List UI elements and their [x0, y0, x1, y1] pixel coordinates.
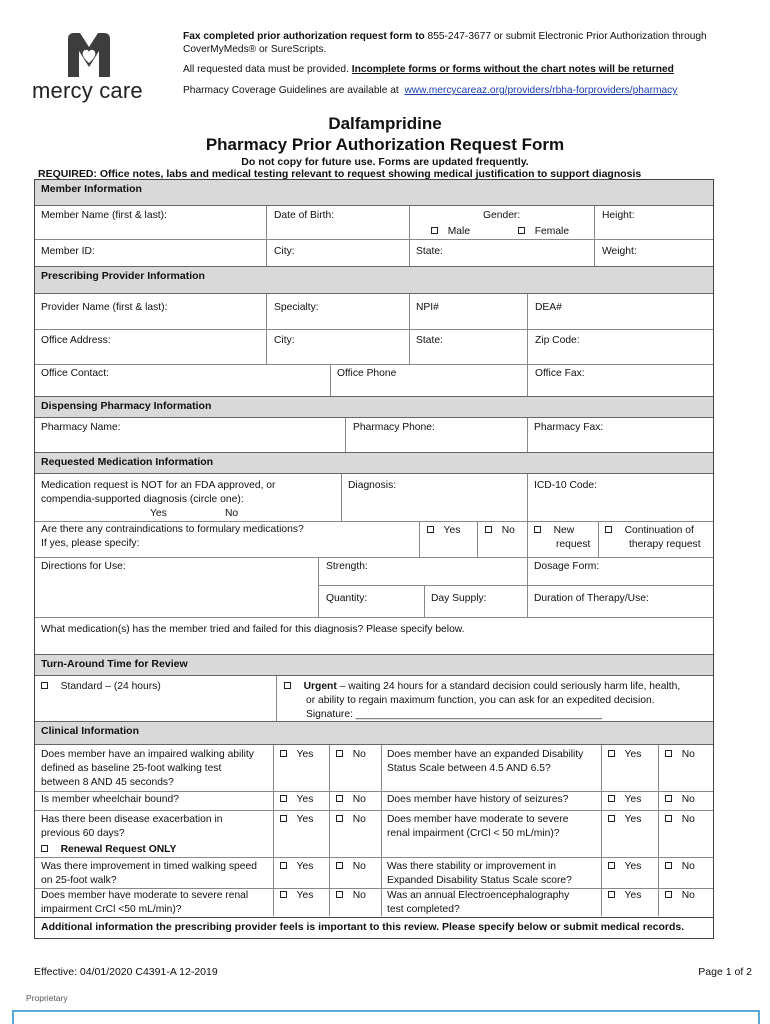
new-request-label: request — [556, 539, 591, 550]
q-walking-improvement: Was there improvement in timed walking speed — [41, 861, 257, 872]
fax-instructions: Fax completed prior authorization request form to 855-247-3677 or submit Electronic Prior Authorization through CoverMyMeds® or SureScripts. — [183, 31, 707, 55]
data-requirement: All requested data must be provided. Incomplete forms or forms without the chart notes will be returned — [183, 64, 674, 75]
q3-no-checkbox[interactable] — [336, 795, 343, 802]
guidelines-link[interactable]: www.mercycareaz.org/providers/rbha-forproviders/pharmacy — [404, 85, 678, 96]
contra-yes-option[interactable]: Yes — [427, 524, 460, 538]
member-name-field[interactable]: Member Name (first & last): — [41, 210, 167, 221]
q2-yes[interactable]: Yes — [608, 748, 641, 762]
npi-field[interactable]: NPI# — [416, 302, 439, 313]
fda-no-option[interactable]: No — [225, 508, 239, 519]
page-number: Page 1 of 2 — [698, 966, 752, 978]
q-renal-impairment-2: renal impairment (CrCl < 50 mL/min)? — [387, 828, 560, 839]
q-wheelchair: Is member wheelchair bound? — [41, 794, 179, 805]
continuation-label: therapy request — [629, 539, 701, 550]
weight-field[interactable]: Weight: — [602, 246, 637, 257]
q10-no[interactable]: No — [665, 889, 695, 903]
header-instructions — [183, 30, 743, 97]
diagnosis-field[interactable]: Diagnosis: — [348, 480, 397, 491]
form-title: Pharmacy Prior Authorization Request Form — [205, 135, 565, 154]
q-edss-stability-2: Expanded Disability Status Scale score? — [387, 875, 572, 886]
q10-yes[interactable]: Yes — [608, 889, 641, 903]
female-checkbox[interactable] — [518, 227, 525, 234]
icd10-field[interactable]: ICD-10 Code: — [534, 480, 597, 491]
q-walking-improvement-2: on 25-foot walk? — [41, 875, 117, 886]
continuation-checkbox[interactable] — [605, 526, 612, 533]
contra-no-checkbox[interactable] — [485, 526, 492, 533]
gender-label: Gender: — [483, 210, 521, 221]
q-edss-stability: Was there stability or improvement in — [387, 861, 557, 872]
required-note: REQUIRED: Office notes, labs and medical testing relevant to request showing medical justification to support diagnosis — [38, 168, 642, 180]
provider-name-field[interactable]: Provider Name (first & last): — [41, 302, 168, 313]
q7-no[interactable]: No — [336, 860, 366, 874]
q7-yes-checkbox[interactable] — [280, 862, 287, 869]
q6-yes-checkbox[interactable] — [608, 815, 615, 822]
pharmacy-section-header: Dispensing Pharmacy Information — [35, 396, 713, 418]
fda-yes-option[interactable]: Yes — [150, 508, 167, 519]
member-id-field[interactable]: Member ID: — [41, 246, 95, 257]
specialty-field[interactable]: Specialty: — [274, 302, 319, 313]
q5-yes-checkbox[interactable] — [280, 815, 287, 822]
q3-yes-checkbox[interactable] — [280, 795, 287, 802]
office-address-field[interactable]: Office Address: — [41, 335, 111, 346]
q3-no[interactable]: No — [336, 793, 366, 807]
fda-question-cont: compendia-supported diagnosis (circle one): — [41, 494, 244, 505]
member-city-field[interactable]: City: — [274, 246, 295, 257]
q8-yes[interactable]: Yes — [608, 860, 641, 874]
signature-field[interactable]: Signature: ___________________________________________ — [306, 709, 603, 720]
guidelines-line: Pharmacy Coverage Guidelines are available at www.mercycareaz.org/providers/rbha-forproviders/pharmacy — [183, 85, 678, 96]
q-seizures: Does member have history of seizures? — [387, 794, 569, 805]
brand-name: mercy care — [32, 78, 143, 103]
gender-male-option[interactable]: Male — [431, 225, 470, 239]
copy-note: Do not copy for future use. Forms are updated frequently. — [241, 156, 529, 168]
standard-checkbox[interactable] — [41, 682, 48, 689]
new-request-checkbox[interactable] — [534, 526, 541, 533]
provider-section-header: Prescribing Provider Information — [35, 266, 713, 294]
member-section-header: Member Information — [35, 180, 713, 206]
urgent-desc: or ability to regain maximum function, you can ask for an expedited decision. — [306, 695, 655, 706]
q-renal-impairment: Does member have moderate to severe — [387, 814, 569, 825]
drug-title: Dalfampridine — [328, 114, 442, 133]
q5-yes[interactable]: Yes — [280, 813, 313, 827]
q-edss-range: Does member have an expanded Disability — [387, 749, 584, 760]
q8-no-checkbox[interactable] — [665, 862, 672, 869]
renewal-option[interactable]: Renewal Request ONLY — [41, 843, 273, 857]
continuation-option[interactable]: Continuation of — [605, 524, 694, 538]
q7-no-checkbox[interactable] — [336, 862, 343, 869]
pharmacy-name-field[interactable]: Pharmacy Name: — [41, 422, 121, 433]
q1-no-checkbox[interactable] — [336, 750, 343, 757]
q4-yes-checkbox[interactable] — [608, 795, 615, 802]
standard-option[interactable]: Standard – (24 hours) — [41, 680, 161, 694]
q2-no-checkbox[interactable] — [665, 750, 672, 757]
office-contact-field[interactable]: Office Contact: — [41, 368, 109, 379]
q-edss-range-2: Status Scale between 4.5 AND 6.5? — [387, 763, 551, 774]
turnaround-section-header: Turn-Around Time for Review — [35, 654, 713, 676]
effective-date: Effective: 04/01/2020 C4391-A 12-2019 — [34, 966, 218, 978]
footer-bar — [12, 1010, 760, 1015]
tried-failed-field[interactable]: What medication(s) has the member tried and failed for this diagnosis? Please specify below. — [41, 624, 465, 635]
q-exacerbation-2: previous 60 days? — [41, 828, 125, 839]
q5-no-checkbox[interactable] — [336, 815, 343, 822]
q4-no-checkbox[interactable] — [665, 795, 672, 802]
pharmacy-fax-field[interactable]: Pharmacy Fax: — [534, 422, 604, 433]
authorization-form — [34, 179, 714, 939]
q5-no[interactable]: No — [336, 813, 366, 827]
dob-field[interactable]: Date of Birth: — [274, 210, 335, 221]
duration-field[interactable]: Duration of Therapy/Use: — [534, 593, 649, 604]
q9-yes[interactable]: Yes — [280, 889, 313, 903]
day-supply-field[interactable]: Day Supply: — [431, 593, 487, 604]
q8-no[interactable]: No — [665, 860, 695, 874]
fda-question: Medication request is NOT for an FDA approved, or — [41, 480, 276, 491]
q3-yes[interactable]: Yes — [280, 793, 313, 807]
clinical-section-header: Clinical Information — [35, 721, 713, 745]
additional-info-note[interactable]: Additional information the prescribing provider feels is important to this review. Please specify below or submit medical records. — [41, 921, 685, 933]
renewal-checkbox[interactable] — [41, 845, 48, 852]
q8-yes-checkbox[interactable] — [608, 862, 615, 869]
contra-yes-checkbox[interactable] — [427, 526, 434, 533]
directions-field[interactable]: Directions for Use: — [41, 561, 126, 572]
gender-female-option[interactable]: Female — [518, 225, 569, 239]
q-exacerbation: Has there been disease exacerbation in — [41, 814, 223, 825]
q-renal-renewal-2: impairment CrCl <50 mL/min)? — [41, 904, 182, 915]
dea-field[interactable]: DEA# — [535, 302, 562, 313]
contraindications-specify[interactable]: If yes, please specify: — [41, 538, 140, 549]
q1-no[interactable]: No — [336, 748, 366, 762]
provider-state-field[interactable]: State: — [416, 335, 443, 346]
q-eeg: Was an annual Electroencephalography — [387, 890, 570, 901]
male-checkbox[interactable] — [431, 227, 438, 234]
pharmacy-phone-field[interactable]: Pharmacy Phone: — [353, 422, 435, 433]
q9-no[interactable]: No — [336, 889, 366, 903]
mercy-care-m-heart-icon — [66, 33, 112, 77]
urgent-checkbox[interactable] — [284, 682, 291, 689]
q4-no[interactable]: No — [665, 793, 695, 807]
provider-city-field[interactable]: City: — [274, 335, 295, 346]
q6-yes[interactable]: Yes — [608, 813, 641, 827]
q-renal-renewal: Does member have moderate to severe renal — [41, 890, 249, 901]
zip-field[interactable]: Zip Code: — [535, 335, 580, 346]
q-walking-ability-2: defined as baseline 25-foot walking test — [41, 763, 222, 774]
urgent-option[interactable]: Urgent – waiting 24 hours for a standard decision could seriously harm life, health, — [284, 680, 680, 694]
contraindications-question: Are there any contraindications to formulary medications? — [41, 524, 304, 535]
q1-yes[interactable]: Yes — [280, 748, 313, 762]
q1-yes-checkbox[interactable] — [280, 750, 287, 757]
contra-no-option[interactable]: No — [485, 524, 515, 538]
office-phone-field[interactable]: Office Phone — [337, 368, 397, 379]
quantity-field[interactable]: Quantity: — [326, 593, 368, 604]
q10-yes-checkbox[interactable] — [608, 891, 615, 898]
q-walking-ability-3: between 8 AND 45 seconds? — [41, 777, 174, 788]
q10-no-checkbox[interactable] — [665, 891, 672, 898]
office-fax-field[interactable]: Office Fax: — [535, 368, 585, 379]
q9-yes-checkbox[interactable] — [280, 891, 287, 898]
medication-section-header: Requested Medication Information — [35, 452, 713, 474]
q-walking-ability: Does member have an impaired walking ability — [41, 749, 254, 760]
dosage-form-field[interactable]: Dosage Form: — [534, 561, 600, 572]
q6-no[interactable]: No — [665, 813, 695, 827]
q4-yes[interactable]: Yes — [608, 793, 641, 807]
q6-no-checkbox[interactable] — [665, 815, 672, 822]
q9-no-checkbox[interactable] — [336, 891, 343, 898]
proprietary-label: Proprietary — [26, 993, 68, 1003]
q-eeg-2: test completed? — [387, 904, 460, 915]
strength-field[interactable]: Strength: — [326, 561, 368, 572]
new-request-option[interactable]: New — [534, 524, 574, 538]
q2-no[interactable]: No — [665, 748, 695, 762]
q7-yes[interactable]: Yes — [280, 860, 313, 874]
q2-yes-checkbox[interactable] — [608, 750, 615, 757]
member-state-field[interactable]: State: — [416, 246, 443, 257]
height-field[interactable]: Height: — [602, 210, 635, 221]
